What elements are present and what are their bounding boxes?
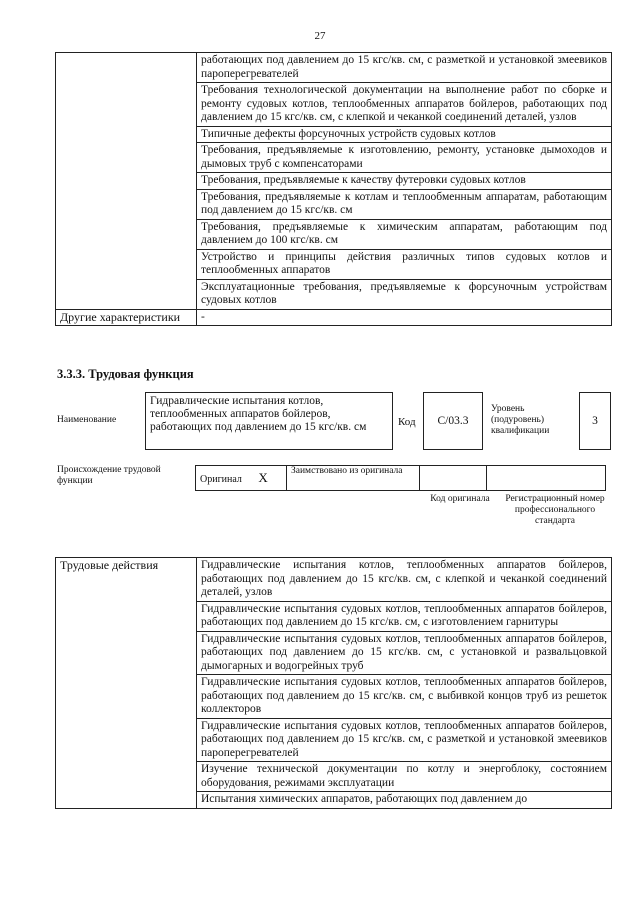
other-characteristics-value: - [197, 309, 612, 326]
action-text: Гидравлические испытания судовых котлов, теплообменных аппаратов бойлеров, работающих под давлением до 15 кгс/кв. см, с выбивкой концов труб из решеток коллекторов [197, 675, 612, 719]
table-row [56, 309, 612, 326]
origin-table [195, 465, 606, 491]
level-box [579, 392, 611, 450]
level-label: Уровень (подуровень) квалификации [491, 404, 550, 436]
borrowed-cell [287, 466, 420, 491]
other-characteristics-label: Другие характеристики [56, 309, 197, 326]
code-value: C/03.3 [437, 415, 469, 427]
function-name: Гидравлические испытания котлов, теплообменных аппаратов бойлеров, работающих под давлением до 15 кгс/кв. см [150, 395, 367, 434]
origin-label: Происхождение трудовой функции [57, 465, 161, 486]
level-value: 3 [592, 415, 598, 427]
page-number: 27 [314, 30, 326, 42]
label-cell-empty [56, 53, 197, 310]
code-label: Код [398, 416, 416, 428]
requirement-text: Типичные дефекты форсуночных устройств судовых котлов [197, 126, 612, 143]
code-original-caption: Код оригинала [430, 494, 490, 504]
requirement-text: Требования, предъявляемые к котлам и теплообменным аппаратам, работающим под давлением до 15 кгс/кв. см [197, 189, 612, 219]
requirement-text: Требования технологической документации на выполнение работ по сборке и ремонту судовых котлов, теплообменных аппаратов бойлеров, работающих под давлением до 15 кгс/кв. см, с клепкой и чеканкой соединений деталей, узлов [197, 83, 612, 127]
code-box [423, 392, 483, 450]
section-heading: 3.3.3. Трудовая функция [57, 367, 194, 381]
requirement-text: Эксплуатационные требования, предъявляемые к форсуночным устройствам судовых котлов [197, 279, 612, 309]
borrowed-label: Заимствовано из оригинала [291, 466, 403, 476]
code-original-cell [420, 466, 487, 491]
action-text: Гидравлические испытания судовых котлов, теплообменных аппаратов бойлеров, работающих под давлением до 15 кгс/кв. см, с разметкой и установкой змеевиков пароперегревателей [197, 718, 612, 762]
action-text: Гидравлические испытания котлов, теплообменных аппаратов бойлеров, работающих под давлением до 15 кгс/кв. см, с клепкой и чеканкой соединений деталей, узлов [197, 558, 612, 602]
requirement-text: Требования, предъявляемые к качеству футеровки судовых котлов [197, 173, 612, 190]
function-name-box [145, 392, 393, 450]
table-row [56, 53, 612, 83]
requirement-text: Требования, предъявляемые к изготовлению, ремонту, установке дымоходов и дымовых труб с компенсаторами [197, 143, 612, 173]
requirement-text: Требования, предъявляемые к химическим аппаратам, работающим под давлением до 100 кгс/кв. см [197, 219, 612, 249]
table-row [196, 466, 606, 491]
original-label: Оригинал [200, 474, 242, 485]
requirement-text: работающих под давлением до 15 кгс/кв. см, с разметкой и установкой змеевиков пароперегревателей [197, 53, 612, 83]
reg-number-caption: Регистрационный номер профессионального стандарта [505, 494, 605, 526]
naming-label: Наименование [57, 415, 117, 425]
labor-actions-label: Трудовые действия [56, 558, 197, 809]
action-text: Гидравлические испытания судовых котлов, теплообменных аппаратов бойлеров, работающих под давлением до 15 кгс/кв. см, с изготовлением гарнитуры [197, 601, 612, 631]
table-row [56, 558, 612, 602]
requirement-text: Устройство и принципы действия различных типов судовых котлов и теплообменных аппаратов [197, 249, 612, 279]
reg-number-cell [487, 466, 606, 491]
original-cell [196, 466, 287, 491]
original-mark: X [258, 470, 268, 485]
action-text: Испытания химических аппаратов, работающих под давлением до [197, 792, 612, 809]
requirements-table [55, 52, 612, 326]
action-text: Изучение технической документации по котлу и энергоблоку, состоянием оборудования, режимами эксплуатации [197, 762, 612, 792]
action-text: Гидравлические испытания судовых котлов, теплообменных аппаратов бойлеров, работающих под давлением до 15 кгс/кв. см, с установкой и развальцовкой дымогарных и водогрейных труб [197, 631, 612, 675]
labor-actions-table [55, 557, 612, 809]
